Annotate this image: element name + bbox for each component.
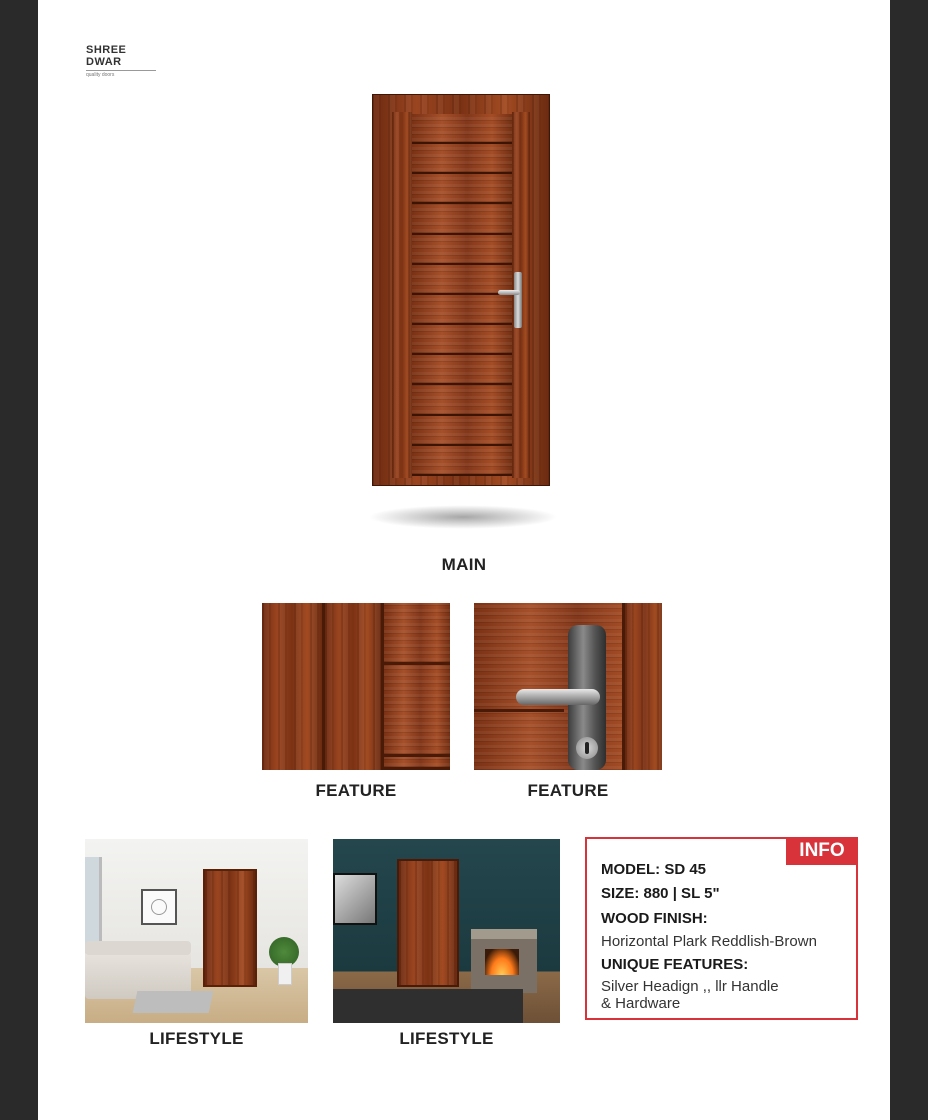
wood-finish-value: Horizontal Plark Reddlish-Brown bbox=[601, 933, 817, 950]
unique-features-value-1: Silver Headign ,, llr Handle bbox=[601, 978, 779, 995]
lever-handle-icon bbox=[516, 689, 600, 705]
fire-icon bbox=[485, 949, 519, 975]
feature-image-handle bbox=[474, 603, 662, 770]
unique-features-label: UNIQUE FEATURES: bbox=[601, 956, 749, 973]
door-handle-icon bbox=[498, 290, 520, 295]
lifestyle-door bbox=[397, 859, 459, 987]
brand-tagline: quality doors bbox=[86, 70, 156, 78]
wall-clock-icon bbox=[141, 889, 177, 925]
lifestyle-caption-1: LIFESTYLE bbox=[149, 1029, 244, 1048]
grain-stile-2 bbox=[325, 603, 384, 770]
door-plank bbox=[412, 174, 512, 204]
wall-art bbox=[333, 873, 377, 925]
door-plank bbox=[412, 235, 512, 265]
keyhole-icon bbox=[585, 742, 589, 754]
door-handle-plate bbox=[514, 272, 522, 328]
door-plank bbox=[412, 355, 512, 385]
info-box bbox=[585, 837, 858, 1020]
feature-caption-1: FEATURE bbox=[315, 781, 397, 800]
door-plank bbox=[412, 295, 512, 325]
door-plank bbox=[412, 416, 512, 446]
handle-stile bbox=[622, 603, 662, 770]
model-line: MODEL: SD 45 bbox=[601, 861, 707, 878]
unique-features-value-2: & Hardware bbox=[601, 995, 681, 1012]
door-plank bbox=[412, 446, 512, 476]
brand-logo bbox=[86, 44, 156, 78]
lifestyle-image-fireplace-room bbox=[333, 839, 560, 1023]
plant-pot bbox=[278, 963, 292, 985]
brand-line-2: DWAR bbox=[86, 56, 122, 68]
door-plank bbox=[412, 385, 512, 415]
door-plank bbox=[412, 325, 512, 355]
lifestyle-image-living-room bbox=[85, 839, 308, 1023]
door-shadow bbox=[368, 505, 558, 529]
plank-seam bbox=[474, 709, 564, 712]
size-line: SIZE: 880 | SL 5" bbox=[601, 885, 720, 902]
grain-plank bbox=[384, 665, 450, 757]
feature-caption-2: FEATURE bbox=[527, 781, 609, 800]
door-plank bbox=[412, 144, 512, 174]
grain-plank bbox=[384, 603, 450, 665]
rug bbox=[133, 991, 214, 1013]
info-tag: INFO bbox=[786, 837, 858, 865]
door-plank bbox=[412, 114, 512, 144]
brand-line-1: SHREE bbox=[86, 44, 127, 56]
catalog-page bbox=[38, 0, 890, 1120]
grain-stile-1 bbox=[262, 603, 325, 770]
feature-image-wood-grain bbox=[262, 603, 450, 770]
door-plank bbox=[412, 265, 512, 295]
door-left-stile bbox=[392, 112, 412, 478]
rug bbox=[333, 989, 523, 1023]
main-caption: MAIN bbox=[441, 555, 487, 574]
door-plank bbox=[412, 204, 512, 234]
main-door-image bbox=[372, 94, 550, 486]
wood-finish-label: WOOD FINISH: bbox=[601, 910, 708, 927]
lifestyle-door bbox=[203, 869, 257, 987]
lifestyle-caption-2: LIFESTYLE bbox=[399, 1029, 494, 1048]
door-planks bbox=[412, 114, 512, 476]
grain-plank bbox=[384, 757, 450, 770]
